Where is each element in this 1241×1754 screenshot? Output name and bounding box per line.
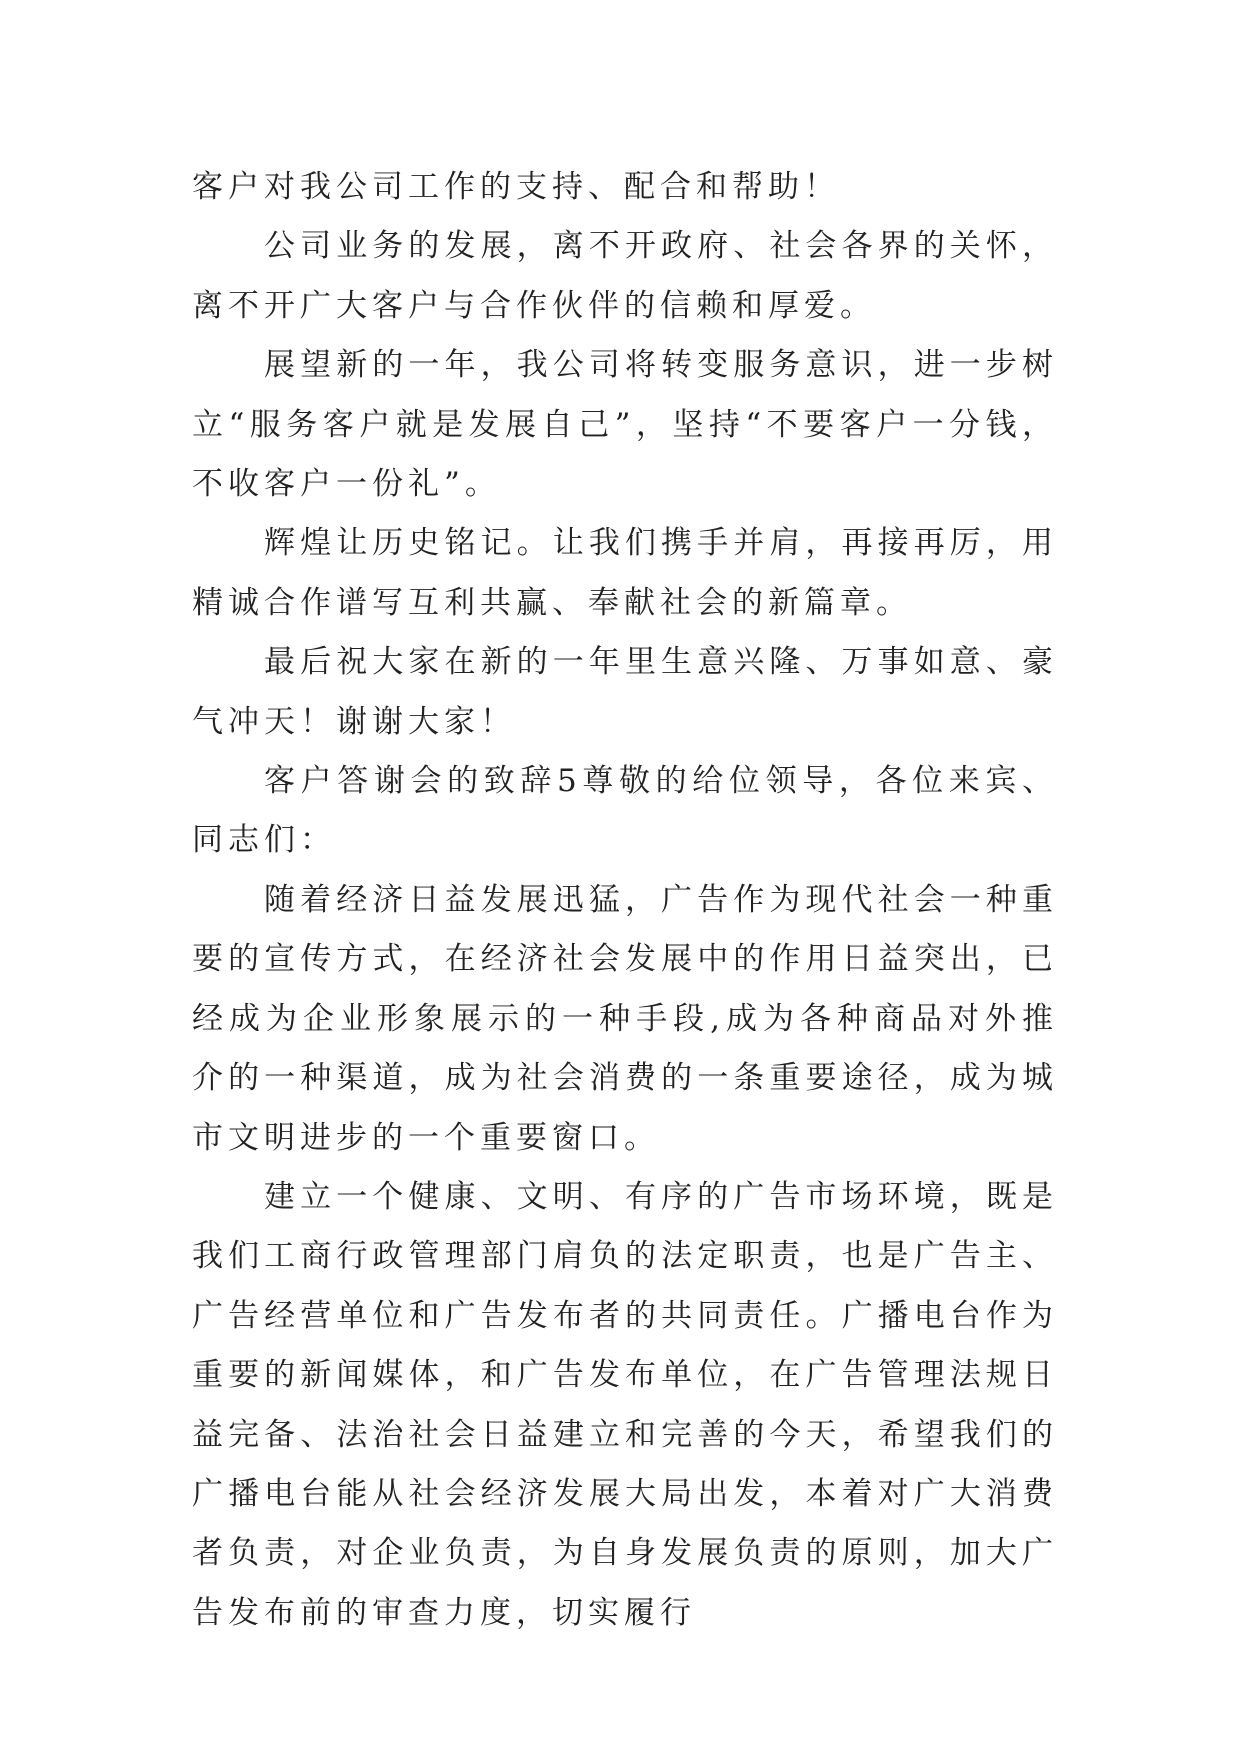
- paragraph-3: 展望新的一年，我公司将转变服务意识，进一步树立“服务客户就是发展自己”，坚持“不要客户一分钱，不收客户一份礼”。: [192, 347, 1058, 503]
- document-body: [192, 158, 1058, 1643]
- paragraph-1: 客户对我公司工作的支持、配合和帮助！: [192, 169, 840, 205]
- paragraph-6: 客户答谢会的致辞5尊敬的给位领导，各位来宾、同志们：: [192, 763, 1058, 859]
- paragraph-7: 随着经济日益发展迅猛，广告作为现代社会一种重要的宣传方式，在经济社会发展中的作用日益突出，已经成为企业形象展示的一种手段,成为各种商品对外推介的一种渠道，成为社会消费的一条重要途径，成为城市文明进步的一个重要窗口。: [192, 881, 1058, 1156]
- paragraph-2: 公司业务的发展，离不开政府、社会各界的关怀，离不开广大客户与合作伙伴的信赖和厚爱。: [192, 228, 1058, 324]
- paragraph-5: 最后祝大家在新的一年里生意兴隆、万事如意、豪气冲天！谢谢大家！: [192, 644, 1058, 740]
- paragraph-8: 建立一个健康、文明、有序的广告市场环境，既是我们工商行政管理部门肩负的法定职责，也是广告主、广告经营单位和广告发布者的共同责任。广播电台作为重要的新闻媒体，和广告发布单位，在广告管理法规日益完备、法治社会日益建立和完善的今天，希望我们的广播电台能从社会经济发展大局出发，本着对广大消费者负责，对企业负责，为自身发展负责的原则，加大广告发布前的审查力度，切实履行: [192, 1178, 1058, 1631]
- paragraph-4: 辉煌让历史铭记。让我们携手并肩，再接再厉，用精诚合作谱写互利共赢、奉献社会的新篇章。: [192, 525, 1058, 621]
